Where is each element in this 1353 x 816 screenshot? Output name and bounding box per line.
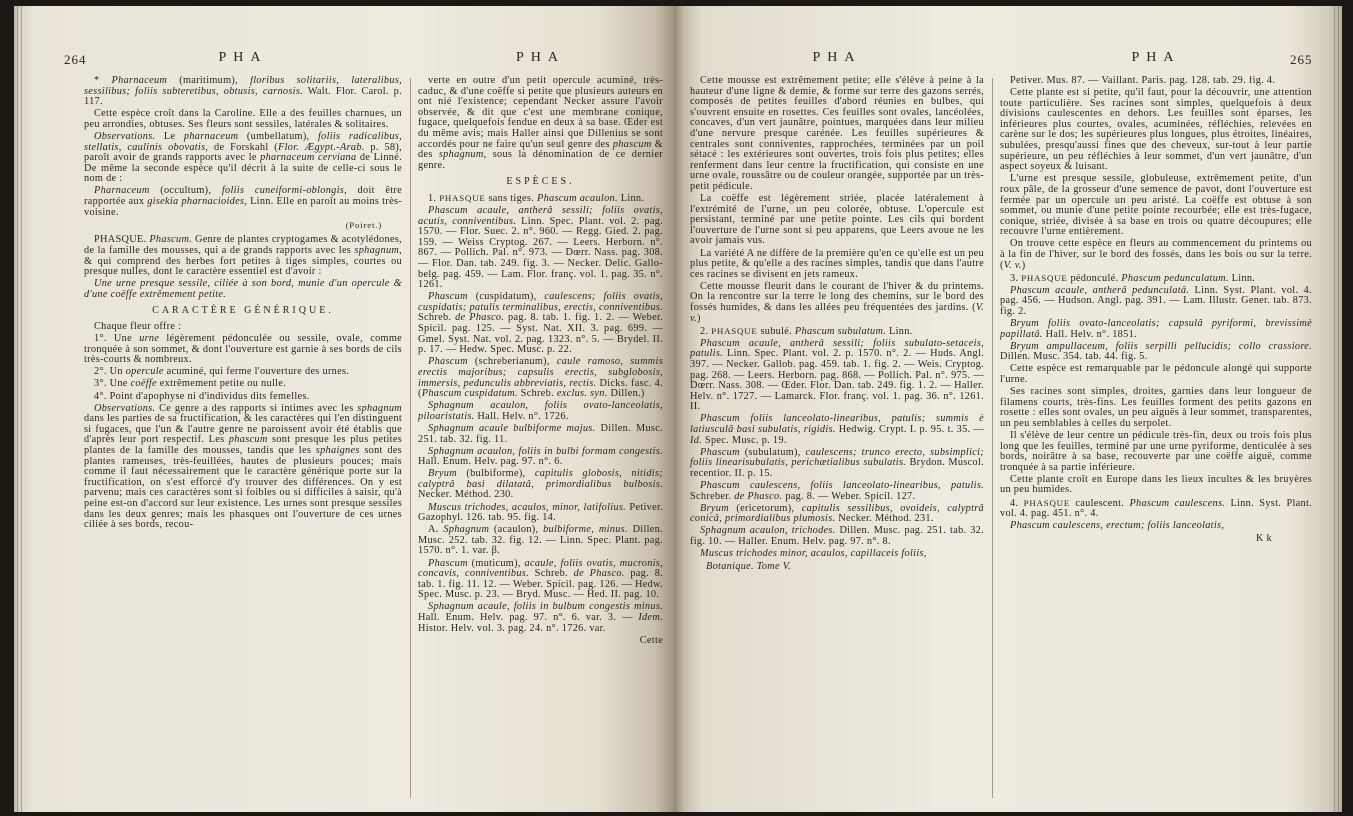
italic-text: Muscus trichodes minor, acaulos, capillaceis foliis,: [700, 548, 927, 560]
paragraph: [1000, 475, 1312, 496]
text-run: A.: [428, 524, 444, 536]
italic-text: Observations.: [94, 402, 156, 414]
paragraph: [690, 526, 984, 547]
italic-text: Phascum subulatum.: [794, 325, 887, 337]
italic-text: exclus. syn.: [556, 388, 608, 400]
paragraph: [1000, 286, 1312, 318]
text-run: sont presque les plus petites plantes de la famille des mousses, tandis que les: [84, 434, 402, 456]
paragraph: [418, 447, 663, 468]
paragraph: [1000, 273, 1312, 285]
text-run: Cette mousse est extrêmement petite; elle s'élève à peine à la hauteur d'une ligne & demie, & forme sur terre des gazons serrés, composés de petites feuilles d'abord réunies en bulbes, qui s'ouvrent ensuite en rosettes. Ces feuilles sont ovales, lancéolées, concaves, d'un vert jaunâtre, pointues, marquées dans leur milieu d'une nervure presque carénée. Les feuilles supérieures & centrales sont conniventes, rapprochées, terminées par un poil sétacé : les extérieures sont ouvertes, trois fois plus petites; elles renferment dans leur centre la fructification, qui consiste en une urne ovale, roussâtre ou de couleur orangée, supportée par un très-petit pédicule.: [690, 76, 984, 192]
text-run: Cette mousse fleurit dans le courant de l'hiver & du printems. On la rencontre sur la terre le long des chemins, sur le bord des fossés humides, & dans les allées peu fréquentées des jardins. (: [690, 280, 984, 313]
running-head: PHA: [515, 50, 565, 65]
text-run: (umbellatum),: [238, 130, 318, 142]
text-run: Schreber.: [690, 490, 735, 502]
text-run: acuminé, qui ferme l'ouverture des urnes.: [163, 366, 350, 378]
left-page: [14, 6, 674, 812]
italic-text: Phascum: [428, 557, 468, 569]
paragraph: [418, 602, 663, 634]
paragraph: [690, 481, 984, 502]
italic-text: Bryum: [700, 502, 729, 514]
paragraph: [84, 132, 402, 185]
italic-text: phascum: [228, 434, 268, 446]
italic-text: Phascum caulescens.: [1129, 497, 1226, 509]
text-run: On trouve cette espèce en fleurs au commencement du printems ou à la fin de l'hiver, sur le bord des fossés, dans les bois ou sur la terre. (: [1000, 238, 1312, 271]
paragraph: [690, 504, 984, 525]
text-run: Le: [155, 130, 184, 142]
small-caps-text: PHASQUE: [439, 192, 486, 203]
text-run: Dicks. fasc. 4. (: [418, 377, 663, 400]
italic-text: sphaignes: [315, 445, 360, 456]
text-run: Linn.: [617, 192, 645, 204]
paragraph: [84, 367, 402, 378]
text-run: & des: [418, 138, 663, 161]
italic-text: Pharnaceum: [94, 185, 150, 197]
paragraph: [690, 249, 984, 281]
text-run: (acaulon),: [489, 524, 544, 536]
paragraph: [690, 194, 984, 247]
small-caps-text: (Poiret.): [345, 219, 382, 230]
italic-text: Bryum foliis ovato-lanceolatis; capsulâ pyriformi, brevissimè papillatâ.: [1000, 318, 1312, 340]
text-run: , Linn. Elle en paroît au moins très-voisine.: [84, 196, 402, 218]
text-run: , doit être rapportée aux: [84, 185, 402, 208]
paragraph: [84, 109, 402, 130]
paragraph: [418, 193, 663, 205]
text-run: Hall. Helv. n°. 1851.: [1042, 328, 1137, 340]
italic-text: foliis radicalibus, stellatis, caulinis obovatis: [84, 130, 402, 153]
paragraph: [84, 392, 402, 403]
italic-text: capitulis sessilibus, ovoideis, calyptrâ conicâ, primordialibus plumosis.: [690, 502, 984, 525]
text-run: Necker. Méthod. 231.: [835, 513, 934, 525]
text-run: Petiver. Mus. 87. — Vaillant. Paris. pag. 128. tab. 29. fig. 4.: [1010, 76, 1276, 86]
running-head: PHA: [812, 50, 862, 65]
paragraph: [84, 279, 402, 300]
paragraph: [1000, 239, 1312, 271]
text-run: Cette: [639, 634, 663, 646]
text-run: Linn.: [886, 325, 913, 337]
text-run: pédonculé.: [1067, 272, 1122, 284]
text-run: sont des plantes rameuses, très-feuillées, hautes de plusieurs pouces; mais comme il faut nécessairement que le caractère générique porte sur la fructification, on s'est efforcé d'y trouver des différences. On y est parvenu; mais ces caractères sont si foibles ou si difficiles à saisir, qu'à peine est-on d'accord sur leur existence. Les urnes sont presque sessiles dans les deux genres; mais les phasques ont l'ouverture de ces urnes ciliée à ses bords, recou-: [84, 445, 402, 531]
text-run: ): [696, 312, 701, 324]
text-column: [84, 76, 402, 806]
paragraph: [84, 334, 402, 366]
small-caps-text: PHASQUE: [711, 325, 758, 336]
italic-text: Idem.: [638, 612, 663, 623]
text-run: Linn. Spec. Plant. vol. 2. p. 1570. n°. 2. — Huds. Angl. 397. — Necker. Gallob. pag. 459. tab. 1. fig. 2. — Weis. Cryptog. pag. 268. — Leers. Herborn. pag. 868. — Pollich. Pal. n°. 975. — Dœrr. Nass. 308. — Œder. Flor. Dan. tab. 249. fig. 1. 2. — Haller. Helv. n°. 1727. — Lamarck. Flor. franç. vol. 1. pag. 36. n°. 1261. II.: [690, 348, 984, 413]
italic-text: Phascum: [428, 291, 468, 303]
paragraph: [1000, 498, 1312, 520]
italic-text: Sphagnum acaulon, trichodes.: [700, 525, 836, 537]
text-run: Dillen. Musc. 354. tab. 44. fig. 5.: [1000, 351, 1148, 363]
text-run: 4°. Point d'apophyse ni d'individus dits femelles.: [94, 390, 310, 402]
paragraph: [418, 525, 663, 557]
text-run: Histor. Helv. vol. 3. pag. 24. n°. 1726. var.: [418, 622, 606, 634]
italic-text: acaule, foliis ovatis, mucronis, concavis, conniventibus.: [418, 557, 663, 580]
italic-text: de Phasco.: [455, 312, 505, 324]
text-run: Cette espèce est remarquable par le pédoncule alongé qui supporte l'urne.: [1000, 363, 1312, 386]
italic-text: Sphagnum acaule, foliis in bulbum congestis minus.: [428, 601, 663, 613]
text-run: Schreb.: [528, 568, 574, 580]
paragraph: [1000, 387, 1312, 429]
text-run: Ses racines sont simples, droites, garnies dans leur longueur de filamens courts, très-fins. Les feuilles forment des petits gazons en rosette : elles sont ovales, un peu aiguës à leur sommet, transparentes, un peu semblables à celles du serpolet.: [1000, 386, 1312, 429]
section-heading: [418, 177, 663, 188]
paragraph: [690, 76, 984, 193]
italic-text: Flor. Ægypt.-Arab.: [278, 141, 365, 153]
paragraph: [690, 549, 984, 560]
text-run: Schreb.: [517, 388, 557, 400]
text-run: PHASQUE.: [94, 234, 150, 246]
italic-text: Phascum acaule, antherâ sessili; foliis ovatis, acutis, conniventibus.: [418, 205, 663, 227]
text-run: verte en outre d'un petit opercule acuminé, très-caduc, & d'une coëffe si petite que plusieurs auteurs en ont nié l'existence; cependant Necker assure l'avoir observée, & dit que c'est une membrane conique, fugace, quelquefois fendue en deux à sa base. Œder est du même avis; mais Haller ainsi que Dillenius se sont accordés pour ne faire qu'un seul genre des: [418, 76, 663, 150]
text-run: 1.: [428, 192, 440, 204]
paragraph: [418, 503, 663, 524]
paragraph: [1000, 76, 1312, 87]
italic-text: Pharnaceum: [111, 76, 168, 86]
text-run: caulescent.: [1070, 497, 1130, 509]
paragraph: [84, 322, 402, 333]
running-head: PHA: [218, 50, 268, 65]
text-run: Hedwig. Crypt. I. p. 95. t. 35. —: [835, 424, 984, 435]
text-run: *: [94, 76, 112, 86]
small-caps-text: PHASQUE: [1021, 272, 1068, 283]
italic-text: de Phasco.: [573, 568, 625, 580]
text-run: 3°. Une: [94, 378, 131, 390]
text-run: Petiver. Gazophyl. 126. tab. 95. fig. 14.: [418, 501, 663, 524]
paragraph: [418, 469, 663, 501]
italic-text: Bryum: [428, 468, 457, 480]
paragraph: [84, 379, 402, 390]
paragraph: [418, 357, 663, 399]
page-edge: [21, 6, 22, 812]
italic-text: Phascum acaule, antherâ sessili; foliis subulato-setaceis, patulis.: [690, 337, 984, 360]
text-run: , & qui comprend des herbes fort petites à tiges simples, courtes ou presque nulles, dont le caractère essentiel est d'avoir :: [84, 244, 402, 278]
text-run: Linn. Syst. Plant. vol. 4. pag. 451. n°. 4.: [1000, 497, 1312, 520]
italic-text: caulescens; foliis ovatis, cuspidatis; patulis terminalibus, erectis, conniventibus.: [418, 291, 663, 313]
italic-text: urne: [139, 333, 160, 345]
paragraph: [690, 326, 984, 338]
text-run: Cette plante croît en Europe dans les lieux incultes & les bruyères un peu humides.: [1000, 473, 1312, 496]
page-number: 265: [1290, 52, 1313, 67]
column-divider: [992, 78, 993, 798]
text-run: (schreberianum),: [467, 356, 557, 368]
text-run: Cette plante est si petite, qu'il faut, pour la découvrir, une attention toute particulière. Ses racines sont simples, quelquefois à deux divisions caulescentes en dehors. Les feuilles sont éparses, les inférieures plus courtes, ovales, acuminées, réfléchies, relevées en carène sur le dos; les supérieures plus longues, plus étroites, linéaires, subulées, presqu'aussi fines que des cheveux, sur-tout à leur partie supérieure, un peu réfléchies à leur sommet, d'un vert jaunâtre, d'un aspect soyeux & luisant.: [1000, 87, 1312, 173]
text-run: 4.: [1010, 497, 1024, 509]
text-run: (bulbiforme),: [456, 468, 535, 480]
text-run: 2.: [700, 325, 712, 337]
text-run: 2°. Un: [94, 366, 126, 378]
text-run: (ericetorum),: [728, 502, 802, 514]
text-run: Dillen. Musc. 251. tab. 32. fig. 11.: [418, 422, 663, 445]
text-run: (muticum),: [467, 557, 525, 569]
page-number: 264: [64, 52, 87, 67]
text-run: p. 58), paroît avoir de grands rapports avec le: [84, 141, 402, 164]
text-run: Dillen.): [607, 388, 645, 400]
italic-text: Sphagnum: [443, 524, 490, 536]
text-run: Dillen. Musc. 252. tab. 32. fig. 12. — Linn. Spec. Plant. pag. 1570. n°. 1. var. β.: [418, 524, 663, 557]
italic-text: pharnaceum: [183, 130, 239, 142]
text-run: Hall. Enum. Helv. pag. 97. n°. 6.: [418, 456, 563, 468]
italic-text: pharnaceum cerviana: [260, 152, 357, 164]
italic-text: caule ramoso, summis erectis majoribus; capsulis erectis, subglobosis, immersis, pedunculis abbreviatis, rectis.: [418, 356, 663, 389]
paragraph: [418, 401, 663, 422]
running-head: PHA: [1131, 50, 1181, 65]
italic-text: V. v.: [690, 301, 984, 324]
paragraph: [418, 76, 663, 171]
text-column: [418, 76, 663, 806]
paragraph: [84, 235, 402, 277]
text-run: pag. 8. — Weber. Spicil. 127.: [782, 490, 916, 502]
page-edge: [1338, 6, 1339, 812]
italic-text: Phascum.: [149, 234, 193, 246]
italic-text: Phascum acaulon.: [536, 192, 618, 204]
text-run: dans les parties de sa fructification, & les caractères qui l'en distinguent si fugaces, que l'un & l'autre genre ne paroissent avoir été établis que d'après leur port respectif. Les: [84, 413, 402, 446]
text-run: Ce genre a des rapports si intimes avec les: [155, 402, 358, 414]
paragraph: [84, 76, 402, 108]
text-run: Linn. Syst. Plant. vol. 4. pag. 456. — Hudson. Angl. pag. 391. — Lam. Illustr. Gener. tab. 873. fig. 2.: [1000, 284, 1312, 317]
text-run: subulé.: [757, 325, 795, 337]
italic-text: gisekia pharnacioides: [147, 196, 245, 208]
text-run: sans tiges.: [485, 192, 537, 204]
text-run: (maritimum),: [167, 76, 251, 86]
text-run: , de Forskahl (: [205, 141, 279, 153]
italic-text: opercule: [125, 366, 164, 378]
italic-text: Sphagnum acaulon, foliis in bulbi formam congestis.: [428, 445, 663, 457]
text-run: pag. 8. tab. 1. fig. 11. 12. — Weber. Spicil. pag. 126. — Hedw. Spec. Musc. p. 23. — Bryd. Musc. — Hed. II. pag. 10.: [418, 568, 663, 601]
text-column: [1000, 76, 1312, 806]
paragraph: [1000, 319, 1312, 340]
text-run: Il s'élève de leur centre un pédicule très-fin, deux ou trois fois plus long que les feuilles, terminé par une urne pyriforme, denticulée à ses bords, noirâtre à sa base, recouverte par une coëffe aiguë, comme tronquée à sa partie inférieure.: [1000, 430, 1312, 473]
text-run: (cuspidatum),: [467, 291, 545, 303]
text-run: (occultum),: [149, 185, 222, 197]
text-column: [690, 76, 984, 806]
text-run: Walt. Flor. Carol. p. 117.: [84, 85, 402, 108]
text-run: CARACTÈRE GÉNÉRIQUE.: [152, 305, 334, 317]
italic-text: sphagnum: [354, 244, 400, 256]
text-run: Linn.: [1228, 272, 1256, 284]
author-signature: [84, 220, 382, 232]
right-page: [674, 6, 1342, 812]
italic-text: Une urne presque sessile, ciliée à son bord, munie d'un opercule & d'une coëffe extrêmement petite.: [84, 278, 402, 300]
italic-text: Phascum: [428, 356, 468, 368]
text-run: extrêmement petite ou nulle.: [156, 378, 287, 390]
italic-text: Observations.: [94, 130, 156, 142]
text-run: ): [1021, 259, 1026, 271]
italic-text: Phascum foliis lanceolato-linearibus, patulis; summis è latiusculâ basi subulatis, rigidis.: [690, 413, 984, 435]
text-run: Brydon. Muscol. recentior. II. p. 15.: [690, 457, 984, 479]
paragraph: [1000, 88, 1312, 173]
paragraph: [1000, 364, 1312, 385]
column-divider: [410, 78, 411, 798]
italic-text: sphagnum: [357, 402, 402, 414]
text-run: Schreb.: [418, 312, 456, 324]
italic-text: foliis cuneiformi-oblongis: [221, 185, 345, 197]
text-run: K k: [1255, 532, 1272, 544]
italic-text: V. v.: [1003, 259, 1022, 271]
italic-text: Phascum cuspidatum.: [421, 388, 518, 400]
text-run: L'urne est presque sessile, globuleuse, extrêmement petite, d'un roux pâle, de la grosseur d'une semence de pavot, dont l'ouverture est fermée par un opercule un peu aristé. La coëffe est obtuse à son sommet, ou munie d'une petite pointe recourbée; elle est très-fugace, conique, striée, divisée à sa base en trois ou quatre découpures; elle recouvre l'urne entièrement.: [1000, 173, 1312, 238]
text-run: Cette espèce croît dans la Caroline. Elle a des feuilles charnues, un peu arrondies, obtuses. Ses fleurs sont sessiles, latérales & solitaires.: [84, 108, 402, 130]
paragraph: [690, 339, 984, 413]
paragraph: [1000, 342, 1312, 363]
page-edge: [17, 6, 18, 812]
text-run: Dillen. Musc. pag. 251. tab. 32. fig. 10. — Haller. Enum. Helv. pag. 97. n°. 8.: [690, 525, 984, 547]
italic-text: caulescens; trunco erecto, subsimplici; foliis linearisubulatis, perichætialibus subulatis.: [690, 446, 984, 469]
paragraph: [690, 414, 984, 446]
text-run: Necker. Méthod. 230.: [418, 489, 514, 501]
paragraph: [690, 448, 984, 480]
text-run: pag. 8. tab. 1. fig. 1. 2. — Weber. Spicil. pag. 125. — Syst. Nat. XII. 3. pag. 699. — Gmel. Syst. Nat. vol. 2. pag. 1323. n°. 5. — Brydel. II. p. 17. — Hedw. Spec. Musc. p. 22.: [418, 312, 663, 356]
text-run: Spec. Musc. p. 19.: [702, 434, 787, 446]
text-run: 3.: [1010, 272, 1022, 284]
text-run: (subulatum),: [739, 446, 806, 458]
paragraph: [84, 404, 402, 531]
text-run: , sous la dénomination de ce dernier genre.: [418, 149, 663, 171]
paragraph: [418, 559, 663, 601]
italic-text: phascum: [612, 138, 652, 150]
text-run: de Linné. De même la seconde espèce qu'il décrit à la suite de celle-ci sous le nom de :: [84, 152, 402, 185]
paragraph: [84, 186, 402, 218]
italic-text: Phascum acaule, antherâ pedunculatâ.: [1010, 284, 1190, 296]
text-run: ESPÈCES.: [506, 176, 575, 188]
paragraph: [1000, 431, 1312, 473]
italic-text: floribus solitariis, lateralibus, sessilibus; foliis subteretibus, obtusis, carnosis.: [84, 76, 402, 97]
section-heading: [84, 306, 402, 317]
italic-text: Phascum caulescens, foliis lanceolato-linearibus, patulis.: [700, 479, 984, 491]
signature-mark: [1000, 534, 1272, 545]
italic-text: Sphagnum acaule bulbiforme majus.: [428, 422, 596, 434]
paragraph: [418, 206, 663, 291]
text-run: La coëffe est légèrement striée, placée latéralement à l'extrémité de l'urne, un peu colorée, obtuse. L'opercule est persistant, terminé par une petite pointe. Les cils qui bordent l'ouverture de l'urne sont si peu apparens, que Leers avoue ne les avoir jamais vus.: [690, 193, 984, 247]
text-run: Hall. Helv. n°. 1726.: [474, 410, 569, 422]
text-run: 1°. Une: [94, 333, 140, 345]
italic-text: sphagnum: [438, 149, 484, 161]
italic-text: Muscus trichodes, acaulos, minor, latifolius.: [428, 501, 627, 513]
small-caps-text: PHASQUE: [1023, 497, 1071, 508]
italic-text: coëffe: [130, 378, 157, 390]
text-run: Chaque fleur offre :: [94, 320, 182, 332]
italic-text: Botanique. Tome V.: [706, 560, 791, 572]
catchword: [418, 636, 663, 647]
paragraph: [418, 292, 663, 356]
italic-text: Phascum pedunculatum.: [1121, 272, 1229, 284]
italic-text: bulbiforme, minus.: [543, 524, 628, 536]
text-run: légèrement pédonculée ou sessile, ovale, comme tronquée à son sommet, & dont l'ouverture est garnie à ses bords de cils très-courts & nombreux.: [84, 333, 402, 366]
italic-text: Bryum ampullaceum, foliis serpilli pellucidis; collo crassiore.: [1010, 340, 1312, 352]
italic-text: capitulis globosis, nitidis; calyptrâ basi dilatatâ, primordialibus bulbosis.: [418, 468, 663, 490]
page-footer: [690, 562, 984, 573]
page-edge: [1334, 6, 1335, 812]
text-run: La variété A ne diffère de la première qu'en ce qu'elle est un peu plus petite, & qu'elle a des racines simples, tandis que dans l'autre ces racines se divisent en jets rameux.: [690, 247, 984, 280]
text-run: Hall. Enum. Helv. pag. 97. n°. 6. var. 3. —: [418, 612, 639, 623]
paragraph: [418, 424, 663, 445]
text-run: Linn. Spec. Plant. vol. 2. pag. 1570. — Flor. Suec. 2. n°. 960. — Regg. Gied. 2. pag. 159. — Weiss Cryptog. 267. — Leers. Herborn. n°. 867. — Pollich. Pal. n°. 973. — Dœrr. Nass. pag. 308. — Flor. Dan. tab. 249. fig. 3. — Necker. Delic. Gallo-belg. pag. 459. — Lam. Flor. franç. vol. 1. pag. 35. n°. 1261.: [418, 215, 663, 291]
paragraph: [1000, 521, 1312, 532]
paragraph: [690, 282, 984, 324]
italic-text: Sphagnum acaulon, foliis ovato-lanceolatis, piloaristatis.: [418, 400, 663, 422]
italic-text: Phascum: [700, 446, 740, 458]
paragraph: [1000, 174, 1312, 238]
text-run: Genre de plantes cryptogames & acotylédones, de la famille des mousses, qui a de grands rapports avec les: [84, 234, 402, 256]
italic-text: de Phasco.: [734, 490, 783, 502]
italic-text: Phascum caulescens, erectum; foliis lanceolatis,: [1010, 520, 1225, 532]
italic-text: Id.: [690, 434, 703, 446]
